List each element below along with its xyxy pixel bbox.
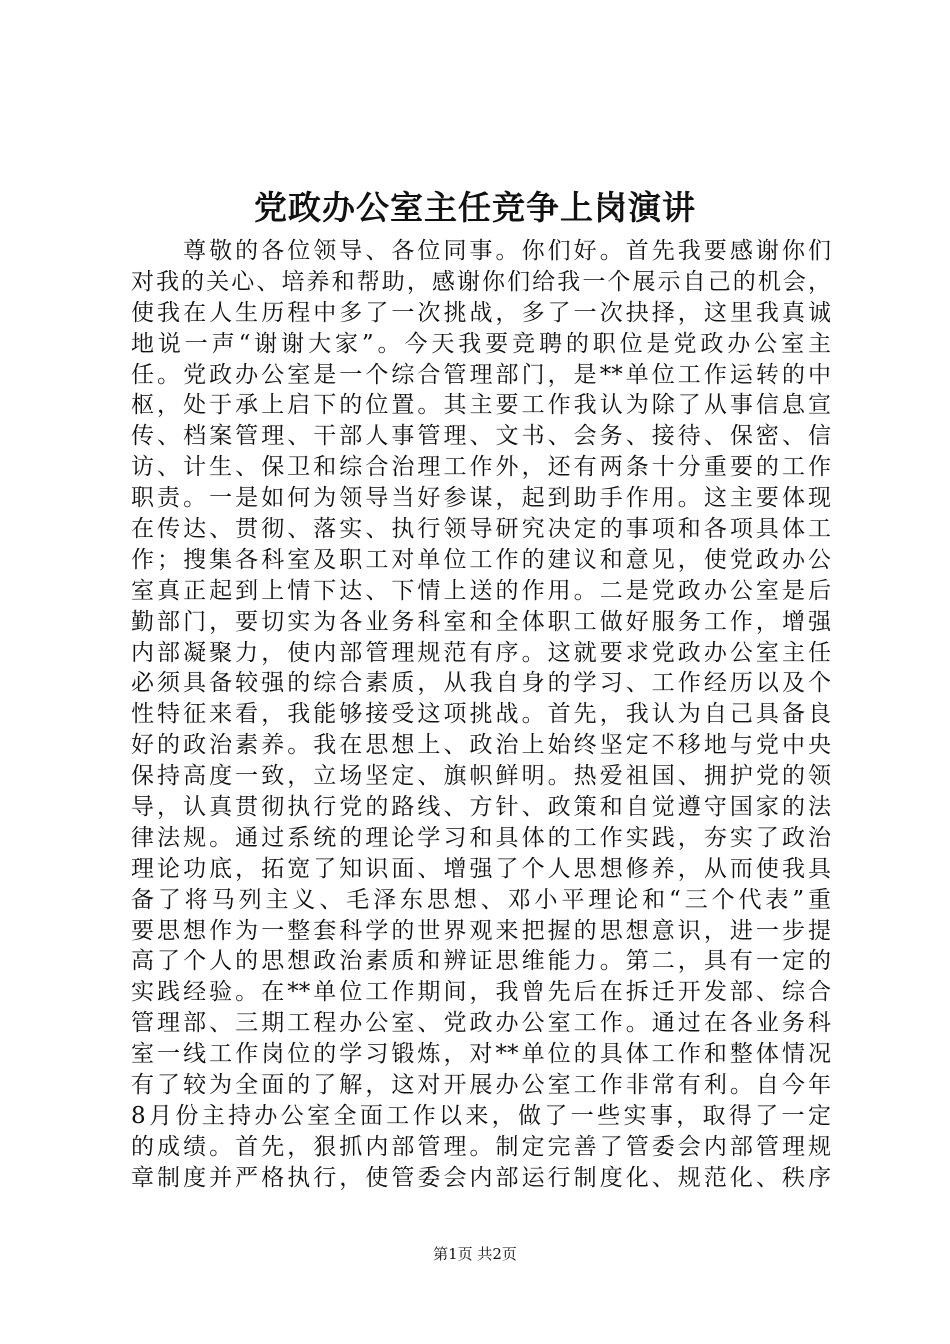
body-line: 内部凝聚力，使内部管理规范有序。这就要求党政办公室主任: [131, 639, 831, 666]
body-line: 章制度并严格执行，使管委会内部运行制度化、规范化、秩序: [131, 1164, 831, 1191]
page-footer: 第1页 共2页: [433, 1245, 517, 1263]
body-line: 勤部门，要切实为各业务科室和全体职工做好服务工作，增强: [131, 608, 831, 635]
body-line: 8月份主持办公室全面工作以来，做了一些实事，取得了一定: [131, 1102, 831, 1129]
body-line: 理论功底，拓宽了知识面、增强了个人思想修养，从而使我具: [131, 855, 831, 882]
body-line: 职责。一是如何为领导当好参谋，起到助手作用。这主要体现: [131, 485, 831, 512]
body-line: 作；搜集各科室及职工对单位工作的建议和意见，使党政办公: [131, 546, 831, 573]
body-line: 地说一声“谢谢大家”。今天我要竞聘的职位是党政办公室主: [131, 330, 831, 357]
body-line: 律法规。通过系统的理论学习和具体的工作实践，夯实了政治: [131, 824, 831, 851]
body-line: 枢，处于承上启下的位置。其主要工作我认为除了从事信息宣: [131, 392, 831, 419]
body-line: 必须具备较强的综合素质，从我自身的学习、工作经历以及个: [131, 670, 831, 697]
body-line: 的成绩。首先，狠抓内部管理。制定完善了管委会内部管理规: [131, 1133, 831, 1160]
body-line: 保持高度一致，立场坚定、旗帜鲜明。热爱祖国、拥护党的领: [131, 763, 831, 790]
body-line: 实践经验。在**单位工作期间，我曾先后在拆迁开发部、综合: [131, 979, 831, 1006]
body-line: 在传达、贯彻、落实、执行领导研究决定的事项和各项具体工: [131, 516, 831, 543]
body-line: 性特征来看，我能够接受这项挑战。首先，我认为自己具备良: [131, 701, 831, 728]
body-line: 传、档案管理、干部人事管理、文书、会务、接待、保密、信: [131, 423, 831, 450]
body-line: 导，认真贯彻执行党的路线、方针、政策和自觉遵守国家的法: [131, 794, 831, 821]
body-line: 有了较为全面的了解，这对开展办公室工作非常有利。自今年: [131, 1072, 831, 1099]
body-line: 访、计生、保卫和综合治理工作外，还有两条十分重要的工作: [131, 454, 831, 481]
body-line: 任。党政办公室是一个综合管理部门，是**单位工作运转的中: [131, 361, 831, 388]
body-line: 室真正起到上情下达、下情上送的作用。二是党政办公室是后: [131, 577, 831, 604]
body-line: 室一线工作岗位的学习锻炼，对**单位的具体工作和整体情况: [131, 1041, 831, 1068]
body-line: 使我在人生历程中多了一次挑战，多了一次抉择，这里我真诚: [131, 299, 831, 326]
body-line: 对我的关心、培养和帮助，感谢你们给我一个展示自己的机会，: [131, 268, 831, 295]
body-line: 要思想作为一整套科学的世界观来把握的思想意识，进一步提: [131, 917, 831, 944]
body-line: 管理部、三期工程办公室、党政办公室工作。通过在各业务科: [131, 1010, 831, 1037]
body-line: 高了个人的思想政治素质和辨证思维能力。第二，具有一定的: [131, 948, 831, 975]
body-line: 备了将马列主义、毛泽东思想、邓小平理论和“三个代表”重: [131, 886, 831, 913]
document-body: [131, 236, 831, 1194]
body-line: 好的政治素养。我在思想上、政治上始终坚定不移地与党中央: [131, 732, 831, 759]
body-line: 尊敬的各位领导、各位同事。你们好。首先我要感谢你们: [131, 238, 831, 264]
document-title: 党政办公室主任竞争上岗演讲: [254, 188, 696, 227]
